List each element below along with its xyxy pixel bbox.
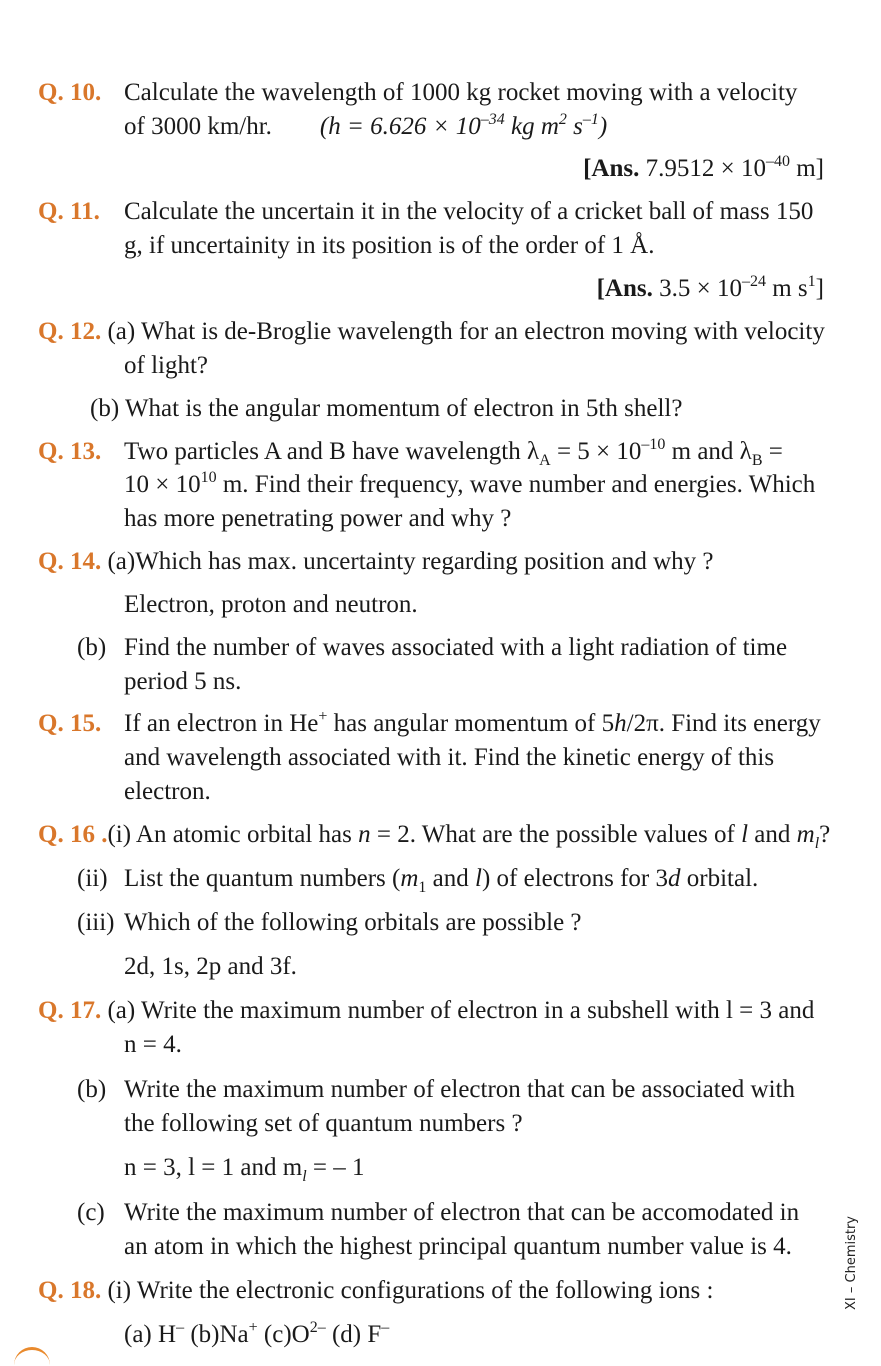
q15-line1 — [38, 707, 101, 741]
q16-iii-label: (iii) — [77, 909, 115, 936]
q17-text6: Write the maximum number of electron that can be accomodated in — [124, 1199, 800, 1226]
side-running-footer: XI – Chemistry — [844, 1215, 859, 1310]
q11-answer: [Ans. $3.5 \times 10^{-24}$ m $s^1$] — [596, 273, 824, 302]
q15-number: Q. 15. — [38, 710, 102, 737]
q13-number: Q. 13. — [38, 438, 102, 465]
q14-options: Electron, proton and neutron. — [124, 591, 418, 618]
q12-part-b: (b) What is the angular momentum of electron in 5th shell? — [90, 395, 683, 422]
q17-text5: n = 3, l = 1 and $m_l$ = – 1 — [124, 1154, 365, 1185]
q11-text2: g, if uncertainity in its position is of the order of 1 Å. — [124, 232, 655, 259]
q17-line1: Q. 17. (a) Write the maximum number of electron in a subshell with l = 3 and — [38, 997, 815, 1024]
q12-line1: Q. 12. (a) What is de-Broglie wavelength for an electron moving with velocity — [38, 318, 825, 345]
q18-number: Q. 18. — [38, 1277, 102, 1304]
q17-c-label: (c) — [77, 1199, 105, 1226]
q16-ii-label: (ii) — [77, 865, 108, 892]
q15-text2: and wavelength associated with it. Find the kinetic energy of this — [124, 744, 775, 771]
q12-text2: of light? — [124, 352, 209, 379]
q15-text1: If an electron in He+ has angular momentum of 5h/2π. Find its energy — [124, 708, 821, 737]
q17-text7: an atom in which the highest principal quantum number value is 4. — [124, 1233, 792, 1260]
q11-number: Q. 11. — [38, 198, 100, 225]
q10-answer: [Ans. $7.9512 \times 10^{-40}$ m] — [583, 153, 824, 182]
q16-text2: List the quantum numbers ($m_1$ and l) of electrons for 3d orbital. — [124, 865, 759, 896]
q12-number: Q. 12. — [38, 318, 102, 345]
q13-text1: Two particles A and B have wavelength $\lambda_A = 5 \times 10^{-10}$ m and $\lambda_B$ = — [124, 436, 783, 469]
q10-line1 — [38, 76, 101, 110]
q16-line1: Q. 16 .(i) An atomic orbital has n = 2. What are the possible values of l and $m_l$? — [38, 821, 831, 852]
q17-text4: the following set of quantum numbers ? — [124, 1110, 523, 1137]
q14-text4: period 5 ns. — [124, 668, 242, 695]
q10-text2: of 3000 km/hr. ($h = 6.626 \times 10^{-34}$ kg $m^2$ $s^{-1}$) — [124, 111, 608, 140]
q17-text3: Write the maximum number of electron that can be associated with — [124, 1076, 795, 1103]
q14-text3: Find the number of waves associated with a light radiation of time — [124, 634, 788, 661]
page-corner-decoration — [14, 1347, 50, 1366]
q15-text3: electron. — [124, 778, 211, 805]
q13-text3: has more penetrating power and why ? — [124, 505, 512, 532]
q13-line1 — [38, 435, 101, 469]
q16-number: Q. 16 . — [38, 821, 108, 848]
q16-text3: Which of the following orbitals are possible ? — [124, 909, 582, 936]
q10-text1: Calculate the wavelength of 1000 kg rocket moving with a velocity — [124, 79, 798, 106]
q11-line1 — [38, 195, 100, 229]
q17-text2: n = 4. — [124, 1031, 182, 1058]
q14-line1: Q. 14. (a)Which has max. uncertainty regarding position and why ? — [38, 548, 714, 575]
q11-text1: Calculate the uncertain it in the velocity of a cricket ball of mass 150 — [124, 198, 814, 225]
q16-text4: 2d, 1s, 2p and 3f. — [124, 953, 297, 980]
q13-text2: $10 \times 10^{10}$ m. Find their frequency, wave number and energies. Which — [124, 469, 816, 498]
q18-text2: (a) H– (b)Na+ $(c)O^{2-}$ (d) F– — [124, 1319, 390, 1348]
q17-b-label: (b) — [77, 1076, 107, 1103]
q14-number: Q. 14. — [38, 548, 102, 575]
q14-b-label: (b) — [77, 634, 107, 661]
q18-line1: Q. 18. (i) Write the electronic configurations of the following ions : — [38, 1277, 714, 1304]
q17-number: Q. 17. — [38, 997, 102, 1024]
q10-number: Q. 10. — [38, 79, 102, 106]
